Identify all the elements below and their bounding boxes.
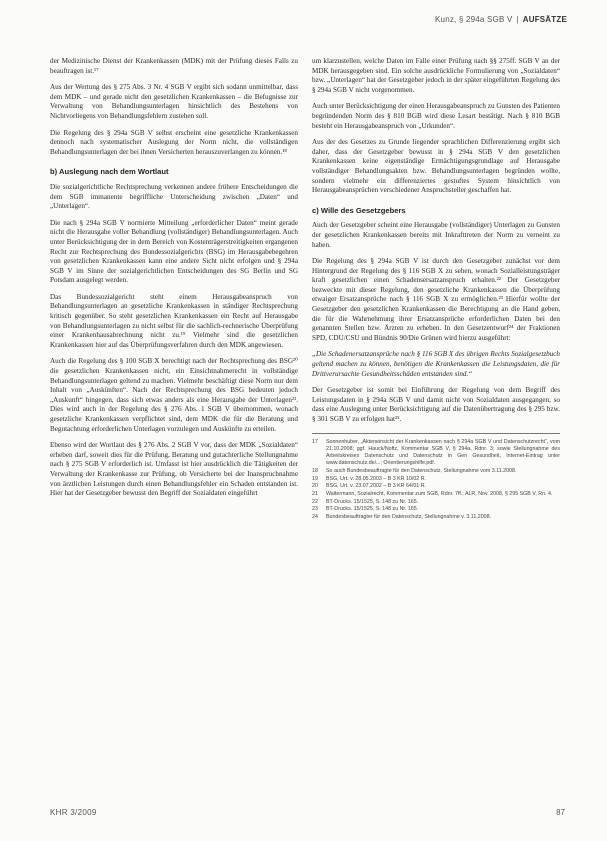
paragraph: Ebenso wird der Wortlaut des § 276 Abs. 2 SGB V vor, dass der MDK „Sozialdaten“ erheben darf, soweit dies für die Prüfung, Beratung und gutachterliche Stellungnahme nach § 275 SGB V erforderlich ist. Umfasst ist hier ausdrücklich die Tätigkeiten der Verwaltung der Krankenkasse zur Prüfung, ob Versicherte bei der Inanspruchnahme von ärztlichen Leistungen durch einen Behandlungsfehler ein Schaden entstanden ist. Hier hat der Gesetzgeber bewusst den Begriff der Sozialdaten eingeführt bbox=[50, 441, 298, 498]
footnotes bbox=[312, 433, 560, 522]
footnote-text: Waltermann, Sozialrecht, Kommentar zum SGB, Rdnr. 7ff.; ALR, Nov. 2008, § 295 SGB V, Rn. 4. bbox=[326, 491, 553, 498]
footnote bbox=[312, 483, 560, 490]
footnote-text: Sonnenhuber, „Akteneinsicht der Krankenkassen nach § 294a SGB V und Datenschutzrecht“, vom 21.10.2008; ggf. Hauck/Noftz, Kommentar SGB V, § 294a, Rdnr. 3; sowie Stellungnahme des Arbeitskreises Datenschutz und Datenschutz in Gen Gesundheit, Internet-Eintrag unter www.datenschutz.de/...; Orientierungshilfe.pdf. bbox=[326, 438, 560, 467]
footnote-number: 18 bbox=[312, 467, 318, 474]
paragraph: der Medizinische Dienst der Krankenkassen (MDK) mit der Prüfung dieses Falls zu beauftragen ist.¹⁷ bbox=[50, 57, 298, 75]
paragraph: Die Regelung des § 294a SGB V selbst erscheint eine gesetzliche Krankenkassen dennoch nach systematischer Auslegung der Norm nicht, die vollständigen Behandlungsunterlagen der bei ihnen Versicherten herauszuverlangen zu können.¹⁸ bbox=[50, 128, 298, 156]
footnote bbox=[312, 439, 560, 468]
footnote-text: So auch Bundesbeauftragte für den Datenschutz, Stellungnahme vom 3.11.2008. bbox=[326, 467, 517, 474]
section-label: AUFSÄTZE bbox=[522, 15, 567, 24]
page-number: 87 bbox=[556, 808, 565, 817]
footnote-text: BSG, Urt. v. 28.05.2003 – B 3 KR 10/02 R. bbox=[326, 475, 427, 482]
footnote bbox=[312, 476, 560, 483]
section-heading-c: c) Wille des Gesetzgebers bbox=[312, 205, 406, 215]
block-quote: „Die Schadenersatzansprüche nach § 116 SGB X des übrigen Rechts Sozialgesetzbuch geltend machen zu können, benötigen die Krankenkassen die Leistungsdaten, die für Drittverursachte Gesundheitsschäden entstanden sind.“ bbox=[312, 350, 560, 378]
footnote-number: 17 bbox=[312, 438, 318, 445]
paragraph: Das Bundessozialgericht steht einem Herausgabeanspruch von Behandlungsunterlagen an gesetzliche Krankenkassen in ständiger Rechtsprechung kritisch gegenüber. So steht gesetzlichen Krankenkassen ein Recht auf Herausgabe von Behandlungsunterlagen zu nicht selbst für die sachlich-rechnerische Überprüfung einer Krankenhausabrechnung nicht zu.¹⁹ Vielmehr sind die gesetzlichen Krankenkassen hier auf das Überprüfungsverfahren durch den MDK angewiesen. bbox=[50, 292, 298, 349]
left-column bbox=[50, 57, 298, 506]
section-heading-b: b) Auslegung nach dem Wortlaut bbox=[50, 167, 169, 177]
paragraph: Auch die Regelung des § 100 SGB X berechtigt nach der Rechtsprechung des BSG²⁰ die gesetzlichen Krankenkassen nicht, ein Einsichtnahmerecht in vollständige Behandlungsunterlagen geltend zu machen. Vielmehr beschäftigt diese Norm nur dem Inhalt von „Auskünften“. Nach der Rechtsprechung des BSG bedeuten jedoch „Auskunft“ hingegen, dass sich etwas anders als eine Herausgabe der Unterlagen²¹. Dies wird auch in der Regelung des § 276 Abs. 1 SGB V übernommen, wonach gesetzliche Krankenkassen verpflichtet sind, dem MDK die für die Beratung und Begutachtung erforderlichen Unterlagen vorzulegen und Auskünfte zu erteilen. bbox=[50, 357, 298, 433]
paragraph: um klarzustellen, welche Daten im Falle einer Prüfung nach §§ 275ff. SGB V an der MDK herausgegeben sind. Ein solche ausdrückliche Formulierung von „Sozialdaten“ bzw. „Unterlagen“ hat der Gesetzgeber jedoch in der später eingeführten Regelung des § 294a SGB V nicht vorgenommen. bbox=[312, 57, 560, 94]
footnote-text: BSG, Urt. v. 23.07.2002 – B 3 KR 64/01 R. bbox=[326, 483, 427, 490]
paragraph: Auch unter Berücksichtigung der einen Herausgabeanspruch zu Gunsten des Patienten begründenden Norm des § 810 BGB wird diese Lesart bestätigt. Nach § 810 BGB besteht ein Herausgabeanspruch von „Urkunden“. bbox=[312, 102, 560, 130]
footnote-number: 21 bbox=[312, 491, 318, 498]
footnote bbox=[312, 491, 560, 498]
running-title: Kunz, § 294a SGB V bbox=[435, 15, 513, 24]
footnote bbox=[312, 499, 560, 506]
footnote-number: 24 bbox=[312, 514, 318, 521]
footnote-text: BT-Drucks. 15/1525, S. 148 zu Nr. 165. bbox=[326, 506, 419, 513]
footnote bbox=[312, 514, 560, 521]
paragraph: Die nach § 294a SGB V normierte Mitteilung „erforderlicher Daten“ meint gerade nicht die Herausgabe voller Behandlung (vollständiger) Behandlungsunterlagen. Auch unter Berücksichtigung der in dem Bereich von Kostenträgerstreitigkeiten ergangenen Recht zur Rechtsprechung des Bundessozialgerichts (BSG) im Herausgabebegehren von gesetzlichen Krankenkassen kann eine andere Sicht nicht erfolgen und § 294a SGB V im Sinne der sozialgerichtlichen Entscheidungen des SG Berlin und SG Potsdam ausgelegt werden. bbox=[50, 218, 298, 285]
paragraph: Aus der Wertung des § 275 Abs. 3 Nr. 4 SGB V ergibt sich sodann unmittelbar, dass dem MDK – und gerade nicht den gesetzlichen Krankenkassen – die Befugnisse zur Verwaltung von Behandlungsunterlagen hinsichtlich des Bestehens von Nichtvorliegens von Behandlungsfehlern zustehen soll. bbox=[50, 83, 298, 120]
footnote-number: 19 bbox=[312, 475, 318, 482]
paragraph: Aus der des Gesetzes zu Grunde liegender sprachlichen Differenzierung ergibt sich daher, dass der Gesetzgeber bewusst in § 294a SGB V den gesetzlichen Krankenkassen keine eigenständige Ermächtigungsgrundlage auf Herausgabe vollständiger Behandlungsakten bzw. Behandlungsunterlagen begründen wollte, sondern vielmehr ein differenziertes gestuftes System hinsichtlich von Herausgabeansprüchen verschiedener Anspruchsteller geschaffen hat. bbox=[312, 138, 560, 195]
paragraph: Die sozialgerichtliche Rechtsprechung verkennen andere frühere Entscheidungen die dem SGB immanente begriffliche Unterscheidung zwischen „Daten“ und „Unterlagen“. bbox=[50, 182, 298, 211]
paragraph: Der Gesetzgeber ist somit bei Einführung der Regelung von dem Begriff des Leistungsdaten in § 294a SGB V und damit nicht von Sozialdaten ausgegangen, so dass eine Auslegung unter Berücksichtigung auf die Datenübertragung des § 295 bzw. § 301 SGB V zu erfolgen hat²⁵. bbox=[312, 386, 560, 423]
footnote-text: BT-Drucks. 15/1525, S. 148 zu Nr. 165. bbox=[326, 498, 419, 505]
journal-issue: KHR 3/2009 bbox=[50, 808, 97, 817]
footnote-number: 23 bbox=[312, 506, 318, 513]
running-header bbox=[435, 15, 567, 24]
header-separator: | bbox=[516, 15, 519, 24]
right-column bbox=[312, 57, 560, 522]
footnote-number: 22 bbox=[312, 498, 318, 505]
footnote-number: 20 bbox=[312, 483, 318, 490]
footnote bbox=[312, 506, 560, 513]
footnote-text: Bundesbeauftragter für den Datenschutz, Stellungnahme v. 3.11.2008. bbox=[326, 514, 491, 521]
footnote bbox=[312, 468, 560, 475]
paragraph: Die Regelung des § 294a SGB V ist durch den Gesetzgeber zunächst vor dem Hintergrund der Regelung des § 116 SGB X zu sehen, wonach Sozialleistungsträger kraft gesetzlichen einen Schadensersatzanspruch erhalten.²² Der Gesetzgeber bezweckte mit dieser Regelung, den gesetzliche Krankenkassen die Überprüfung etwaiger Ersatzansprüche nach § 116 SGB X zu ermöglichen.²³ Hierfür wollte der Gesetzgeber den gesetzlichen Krankenkassen die Berechtigung an die Hand geben, die für die Wahrnehmung ihrer Ersatzansprüche erforderlichen Daten bei den genannten Stellen bzw. Ärzten zu erheben. In den Gesetzentwurf²⁴ der Fraktionen SPD, CDU/CSU und Bündnis 90/Die Grünen wird hierzu ausgeführt: bbox=[312, 257, 560, 342]
paragraph: Auch der Gesetzgeber scheint eine Herausgabe (vollständiger) Unterlagen zu Gunsten der gesetzlichen Krankenkassen bereits mit Inkrafttreten der Norm zu verneint zu haben. bbox=[312, 221, 560, 249]
